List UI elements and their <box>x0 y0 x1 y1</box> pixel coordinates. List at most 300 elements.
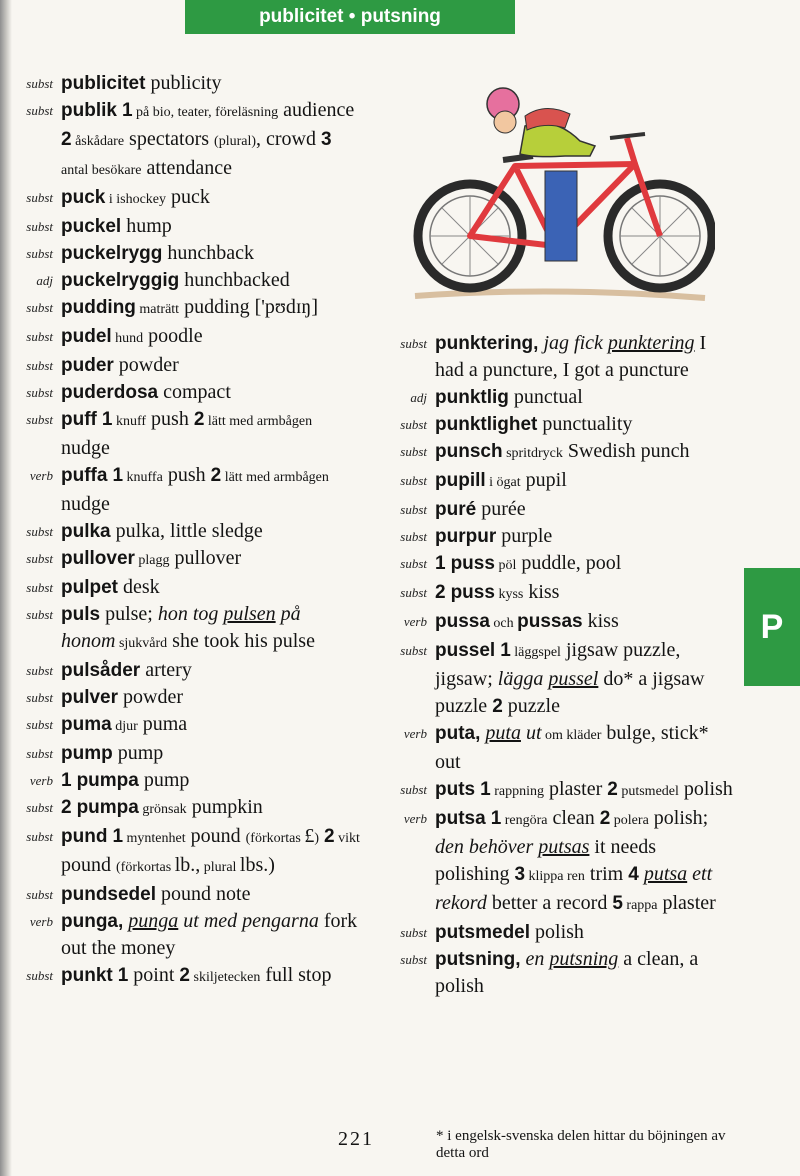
gloss-note: grönsak <box>138 802 187 817</box>
entry-definition <box>435 330 735 384</box>
gloss-note: knuff <box>112 414 147 429</box>
gloss-note: lätt med armbågen <box>221 470 329 485</box>
part-of-speech-label: subst <box>26 412 53 427</box>
entry-definition <box>61 184 360 213</box>
dictionary-entry <box>0 213 360 240</box>
translation-text: pulka, little sledge <box>110 520 263 542</box>
entry-definition <box>61 574 360 601</box>
entry-definition <box>61 767 360 794</box>
translation-text: puck <box>166 186 210 208</box>
dictionary-entry <box>390 919 735 946</box>
dictionary-entry <box>0 323 360 352</box>
part-of-speech-label: subst <box>26 219 53 234</box>
part-of-speech-label: subst <box>400 529 427 544</box>
translation-text: plaster <box>543 778 608 800</box>
translation-text: push <box>162 464 211 486</box>
sense-number: 1 <box>61 770 72 791</box>
translation-text: hump <box>121 215 172 237</box>
entry-definition <box>435 411 735 438</box>
dictionary-entry <box>0 711 360 740</box>
headword: pulsåder <box>61 660 141 681</box>
translation-text: clean <box>547 807 600 829</box>
example-phrase: pulsen <box>223 603 276 625</box>
gloss-note: (förkortas <box>116 860 175 875</box>
sense-number: 3 <box>321 129 332 150</box>
headword: puff <box>61 409 97 430</box>
sense-number: 1 <box>121 100 133 121</box>
sense-number: 2 <box>61 797 72 818</box>
headword: putsmedel <box>435 922 531 943</box>
gloss-note: ) <box>314 831 319 846</box>
entry-definition <box>61 684 360 711</box>
sense-number: 2 <box>607 779 618 800</box>
part-of-speech-label: subst <box>400 502 427 517</box>
dictionary-entry <box>0 240 360 267</box>
gloss-note: plural <box>200 860 240 875</box>
translation-text: hunchback <box>162 242 255 264</box>
entry-definition <box>61 962 360 991</box>
entry-definition <box>435 579 735 608</box>
example-phrase: pussel <box>548 668 599 690</box>
footnote: * i engelsk-svenska delen hittar du böjningen av detta ord <box>436 1128 726 1161</box>
translation-text: it needs polishing <box>435 836 657 885</box>
translation-text: jigsaw puzzle, jigsaw; <box>435 639 681 690</box>
dictionary-entry <box>0 406 360 462</box>
part-of-speech-label: verb <box>29 468 53 483</box>
translation-text: plaster <box>657 892 716 914</box>
dictionary-entry <box>0 545 360 574</box>
translation-text: kiss <box>523 581 560 603</box>
headword: puckel <box>61 216 122 237</box>
entry-definition <box>61 740 360 767</box>
entry-definition <box>435 384 735 411</box>
dictionary-entry <box>390 384 735 411</box>
part-of-speech-label: subst <box>26 358 53 373</box>
part-of-speech-label: subst <box>26 524 53 539</box>
headword: pussel <box>435 640 496 661</box>
example-phrase: jag fick <box>543 332 608 354</box>
sense-number: 2 <box>61 129 72 150</box>
headword: putsa <box>435 808 486 829</box>
dictionary-entry <box>390 608 735 637</box>
part-of-speech-label: subst <box>26 103 53 118</box>
entry-definition <box>61 518 360 545</box>
example-phrase: en <box>525 948 550 970</box>
example-phrase: ut <box>520 722 542 744</box>
entry-definition <box>61 97 360 184</box>
entry-definition <box>435 438 735 467</box>
gloss-note: (förkortas <box>245 831 305 846</box>
gloss-note: skiljetecken <box>190 970 261 985</box>
part-of-speech-label: subst <box>400 473 427 488</box>
translation-text: point <box>128 964 180 986</box>
part-of-speech-label: subst <box>26 580 53 595</box>
sense-number: 2 <box>179 965 190 986</box>
dictionary-entry <box>390 720 735 776</box>
translation-text: a clean, a polish <box>435 948 699 997</box>
dictionary-entry <box>0 962 360 991</box>
part-of-speech-label: subst <box>26 800 53 815</box>
translation-text: pulse; <box>100 603 158 625</box>
entry-definition <box>61 908 360 962</box>
translation-text: £ <box>304 825 315 847</box>
translation-text: pupil <box>520 469 567 491</box>
headword: punktlighet <box>435 414 538 435</box>
entry-definition <box>435 608 735 637</box>
sense-number: 2 <box>599 808 611 829</box>
entry-definition <box>61 352 360 379</box>
gloss-note: djur <box>111 719 138 734</box>
example-phrase: putsa <box>643 863 688 885</box>
translation-text: nudge <box>61 437 110 459</box>
headword: pump <box>61 743 113 764</box>
part-of-speech-label: subst <box>400 952 427 967</box>
dictionary-entry <box>390 946 735 1000</box>
headword: puckelryggig <box>61 270 180 291</box>
translation-text: desk <box>118 576 160 598</box>
translation-text: pound note <box>156 883 251 905</box>
dictionary-entry <box>0 794 360 823</box>
entry-definition <box>61 267 360 294</box>
entry-definition <box>61 462 360 518</box>
headword: puta, <box>435 723 481 744</box>
translation-text: pound <box>185 825 246 847</box>
part-of-speech-label: verb <box>403 614 427 629</box>
sense-number: 1 <box>112 465 124 486</box>
example-phrase: punktering <box>607 332 695 354</box>
translation-text: pump <box>112 742 164 764</box>
example-phrase: hon tog <box>157 603 224 625</box>
headword: publik <box>61 100 117 121</box>
example-phrase: ut med pengarna <box>178 910 319 932</box>
example-phrase: den behöver <box>435 836 539 858</box>
entry-definition <box>61 601 360 657</box>
entry-definition <box>435 720 735 776</box>
headword: pumpa <box>76 797 139 818</box>
entry-definition <box>61 823 360 881</box>
example-phrase: ett rekord <box>435 863 713 914</box>
headword: puls <box>61 604 101 625</box>
translation-text: purée <box>476 498 526 520</box>
headword: punkt <box>61 965 113 986</box>
translation-text: lb., <box>174 854 201 876</box>
sense-number: 2 <box>210 465 222 486</box>
entry-definition <box>61 406 360 462</box>
left-column <box>0 70 360 991</box>
entry-definition <box>435 805 735 919</box>
translation-text: purple <box>496 525 553 547</box>
dictionary-entry <box>0 823 360 881</box>
sense-number: 1 <box>490 808 502 829</box>
headword: pussa <box>435 611 490 632</box>
translation-text: polish; <box>648 807 709 829</box>
dictionary-entry <box>0 767 360 794</box>
part-of-speech-label: adj <box>36 273 53 288</box>
translation-text: punctual <box>508 386 583 408</box>
part-of-speech-label: subst <box>26 829 53 844</box>
part-of-speech-label: subst <box>400 417 427 432</box>
sense-number: 1 <box>500 640 511 661</box>
headword: punsch <box>435 441 503 462</box>
part-of-speech-label: subst <box>26 690 53 705</box>
part-of-speech-label: subst <box>26 246 53 261</box>
headword: puré <box>435 499 477 520</box>
sense-number: 2 <box>492 696 503 717</box>
entry-definition <box>435 637 735 720</box>
entry-definition <box>61 379 360 406</box>
entry-definition <box>61 213 360 240</box>
translation-text: she took his pulse <box>167 630 315 652</box>
headword: puss <box>450 582 495 603</box>
translation-text: audience <box>278 99 355 121</box>
headword: pumpa <box>76 770 139 791</box>
gloss-note: spritdryck <box>502 446 563 461</box>
translation-text: publicity <box>145 72 222 94</box>
dictionary-entry <box>0 908 360 962</box>
sense-number: 5 <box>612 893 623 914</box>
dictionary-entry <box>0 352 360 379</box>
headword: puder <box>61 355 114 376</box>
dictionary-entry <box>390 776 735 805</box>
translation-text: , crowd <box>256 128 321 150</box>
example-phrase: punga <box>128 910 179 932</box>
dictionary-entry <box>0 518 360 545</box>
dictionary-entry <box>0 462 360 518</box>
translation-text: trim <box>584 863 629 885</box>
dictionary-entry <box>0 294 360 323</box>
part-of-speech-label: subst <box>26 607 53 622</box>
headword: puts <box>435 779 476 800</box>
part-of-speech-label: adj <box>410 390 427 405</box>
sense-number: 1 <box>480 779 491 800</box>
gloss-note: myntenhet <box>123 831 186 846</box>
example-phrase: på honom <box>61 603 301 652</box>
gloss-note: på bio, teater, föreläsning <box>132 105 279 120</box>
gloss-note: putsmedel <box>617 784 679 799</box>
entry-definition <box>61 881 360 908</box>
translation-text: better a record <box>486 892 613 914</box>
headword: puma <box>61 714 112 735</box>
gloss-note: kyss <box>494 587 524 602</box>
part-of-speech-label: verb <box>29 773 53 788</box>
translation-text: puma <box>137 713 188 735</box>
translation-text: fork out the money <box>61 910 358 959</box>
headword: punga, <box>61 911 124 932</box>
part-of-speech-label: subst <box>26 663 53 678</box>
dictionary-entry <box>390 637 735 720</box>
dictionary-entry <box>0 657 360 684</box>
translation-text: pump <box>138 769 190 791</box>
sense-number: 1 <box>112 826 124 847</box>
sense-number: 2 <box>193 409 205 430</box>
translation-text: polish <box>530 921 584 943</box>
gloss-note: om kläder <box>541 728 602 743</box>
translation-text: lbs.) <box>239 854 275 876</box>
dictionary-entry <box>390 805 735 919</box>
gloss-note: knuffa <box>123 470 163 485</box>
gloss-note: pöl <box>494 558 517 573</box>
part-of-speech-label: verb <box>403 811 427 826</box>
gloss-note: åskådare <box>71 134 125 149</box>
sense-number: 4 <box>628 864 639 885</box>
dictionary-entry <box>390 438 735 467</box>
part-of-speech-label: subst <box>26 329 53 344</box>
sense-number: 1 <box>117 965 129 986</box>
headword: pupill <box>435 470 486 491</box>
headword: punktering, <box>435 333 539 354</box>
right-column <box>390 330 735 1000</box>
entry-definition <box>435 919 735 946</box>
gloss-note: plagg <box>134 553 170 568</box>
dictionary-entry <box>390 523 735 550</box>
dictionary-entry <box>0 740 360 767</box>
part-of-speech-label: verb <box>29 914 53 929</box>
dictionary-entry <box>0 97 360 184</box>
bicycle-puncture-illustration <box>405 86 715 308</box>
translation-text: polish <box>678 778 733 800</box>
example-phrase: lägga <box>497 668 549 690</box>
headword: purpur <box>435 526 497 547</box>
page-number: 221 <box>338 1128 374 1150</box>
translation-text: Swedish punch <box>562 440 690 462</box>
part-of-speech-label: subst <box>26 551 53 566</box>
gloss-note: i ishockey <box>105 192 167 207</box>
translation-text: nudge <box>61 493 110 515</box>
part-of-speech-label: subst <box>400 336 427 351</box>
translation-text: hunchbacked <box>179 269 290 291</box>
entry-definition <box>435 496 735 523</box>
part-of-speech-label: subst <box>400 925 427 940</box>
gloss-note: hund <box>111 331 144 346</box>
headword: puck <box>61 187 106 208</box>
dictionary-entry <box>0 574 360 601</box>
entry-definition <box>435 946 735 1000</box>
dictionary-entry <box>0 267 360 294</box>
headword: pund <box>61 826 108 847</box>
gloss-note: polera <box>610 813 649 828</box>
part-of-speech-label: subst <box>26 385 53 400</box>
entry-definition <box>61 323 360 352</box>
part-of-speech-label: subst <box>400 556 427 571</box>
part-of-speech-label: subst <box>400 782 427 797</box>
gloss-note: och <box>489 616 518 631</box>
part-of-speech-label: subst <box>400 585 427 600</box>
dictionary-entry <box>390 550 735 579</box>
dictionary-entry <box>390 330 735 384</box>
letter-thumb-tab: P <box>744 568 800 686</box>
translation-text: push <box>146 408 194 430</box>
headword: pudel <box>61 326 112 347</box>
dictionary-entry <box>0 184 360 213</box>
sense-number: 2 <box>324 826 335 847</box>
entry-definition <box>61 657 360 684</box>
entry-definition <box>61 70 360 97</box>
headword: pudding <box>61 297 136 318</box>
dictionary-entry <box>390 467 735 496</box>
translation-text: full stop <box>260 964 332 986</box>
gloss-note: i ögat <box>485 475 521 490</box>
example-phrase: putsning <box>549 948 619 970</box>
part-of-speech-label: subst <box>26 717 53 732</box>
headword: pussas <box>517 611 583 632</box>
entry-definition <box>435 776 735 805</box>
part-of-speech-label: subst <box>26 887 53 902</box>
entry-definition <box>435 523 735 550</box>
headword: puss <box>450 553 495 574</box>
headword: puckelrygg <box>61 243 163 264</box>
translation-text: bulge, stick* out <box>435 722 709 773</box>
dictionary-entry <box>390 579 735 608</box>
part-of-speech-label: subst <box>26 300 53 315</box>
sense-number: 1 <box>435 553 446 574</box>
translation-text: puddle, pool <box>516 552 622 574</box>
example-phrase: puta <box>485 722 521 744</box>
sense-number: 3 <box>514 864 526 885</box>
entry-definition <box>61 711 360 740</box>
dictionary-entry <box>0 601 360 657</box>
sense-number: 2 <box>435 582 446 603</box>
part-of-speech-label: subst <box>26 968 53 983</box>
part-of-speech-label: subst <box>26 746 53 761</box>
headword: pundsedel <box>61 884 157 905</box>
entry-definition <box>61 240 360 267</box>
translation-text: kiss <box>582 610 619 632</box>
entry-definition <box>435 550 735 579</box>
translation-text: do* a jigsaw puzzle <box>435 668 705 717</box>
entry-definition <box>61 794 360 823</box>
part-of-speech-label: verb <box>403 726 427 741</box>
translation-text: pudding ['pʊdɪŋ] <box>179 296 318 318</box>
translation-text: puzzle <box>502 695 560 717</box>
sense-number: 1 <box>101 409 113 430</box>
dictionary-entry <box>0 684 360 711</box>
gloss-note: rappa <box>622 898 658 913</box>
entry-definition <box>61 294 360 323</box>
dictionary-entry <box>0 70 360 97</box>
translation-text: pumpkin <box>186 796 263 818</box>
headword: puderdosa <box>61 382 159 403</box>
headword: pulka <box>61 521 111 542</box>
part-of-speech-label: subst <box>400 444 427 459</box>
gloss-note: klippa ren <box>525 869 585 884</box>
example-phrase: putsas <box>538 836 590 858</box>
translation-text: poodle <box>143 325 203 347</box>
translation-text: punctuality <box>537 413 633 435</box>
translation-text: compact <box>158 381 231 403</box>
entry-definition <box>61 545 360 574</box>
gloss-note: rappning <box>490 784 544 799</box>
gloss-note: maträtt <box>135 302 180 317</box>
gloss-note: sjukvård <box>115 636 168 651</box>
headword: publicitet <box>61 73 146 94</box>
translation-text: artery <box>140 659 192 681</box>
translation-text: pullover <box>169 547 242 569</box>
dictionary-entry <box>0 379 360 406</box>
gloss-note: antal besökare <box>61 163 142 178</box>
part-of-speech-label: subst <box>26 190 53 205</box>
part-of-speech-label: subst <box>26 76 53 91</box>
running-header: publicitet • putsning <box>185 0 515 34</box>
translation-text: pound <box>61 854 116 876</box>
dictionary-entry <box>390 496 735 523</box>
translation-text: I had a puncture, I got a puncture <box>435 332 707 381</box>
headword: punktlig <box>435 387 509 408</box>
headword: puffa <box>61 465 108 486</box>
dictionary-entry <box>390 411 735 438</box>
translation-text: attendance <box>141 157 232 179</box>
headword: pullover <box>61 548 135 569</box>
dictionary-entry <box>0 881 360 908</box>
